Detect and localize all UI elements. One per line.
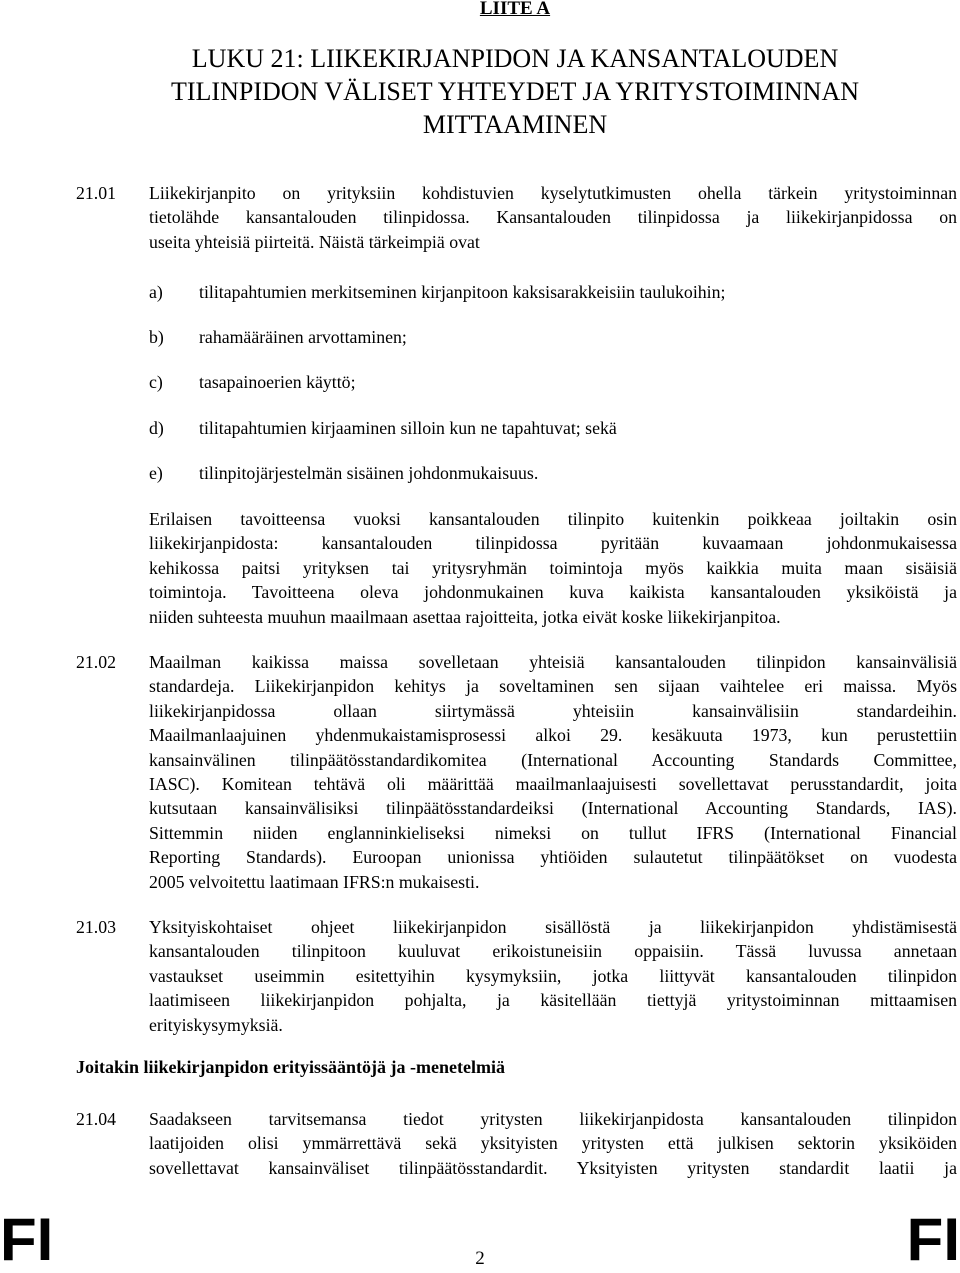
text-line: niiden suhteesta muuhun maailmaan asettaa rajoitteita, jotka eivät koske liikekirjanpitoa. bbox=[149, 606, 781, 627]
footer-language-code-left: FI bbox=[0, 1206, 54, 1273]
text-line: erityiskysymyksiä. bbox=[149, 1014, 283, 1035]
paragraph-21-03 bbox=[149, 915, 957, 1037]
page-number: 2 bbox=[475, 1248, 485, 1269]
text-line: tietolähde kansantalouden tilinpidossa. Kansantalouden tilinpidossa ja liikekirjanpidossa on bbox=[149, 207, 957, 228]
section-number: 21.03 bbox=[76, 917, 117, 937]
text-line: kehikossa paitsi yrityksen tai yritysryhmän toimintoja myös kaikkia muita maan sisäisiä bbox=[149, 557, 957, 578]
text-line: liikekirjanpidosta: kansantalouden tilinpidossa pyritään kuvaamaan johdonmukaisessa bbox=[149, 533, 957, 554]
list-item-label: e) bbox=[149, 463, 163, 483]
chapter-title-line-2: TILINPIDON VÄLISET YHTEYDET JA YRITYSTOIMINNAN bbox=[171, 77, 859, 106]
paragraph-21-01-closing bbox=[149, 507, 957, 629]
text-line: Sittemmin niiden englanninkieliseksi nimeksi on tullut IFRS (International Financial bbox=[149, 822, 957, 843]
section-number: 21.04 bbox=[76, 1109, 117, 1129]
chapter-title-line-3: MITTAAMINEN bbox=[422, 110, 608, 139]
text-line: liikekirjanpidossa ollaan siirtymässä yhteisiin kansainvälisiin standardeihin. bbox=[149, 700, 957, 721]
text-line: Maailman kaikissa maissa sovelletaan yhteisiä kansantalouden tilinpidon kansainvälisiä bbox=[149, 652, 957, 672]
text-line: laatimiseen liikekirjanpidon pohjalta, ja käsitellään tiettyjä yritystoiminnan mittaamisen bbox=[149, 990, 957, 1011]
list-item-text: tilitapahtumien merkitseminen kirjanpitoon kaksisarakkeisiin taulukoihin; bbox=[199, 282, 726, 302]
text-line: sovellettavat kansainväliset tilinpäätösstandardit. Yksityisten yritysten standardit laatii ja bbox=[149, 1157, 957, 1178]
text-line: kansainvälinen tilinpäätösstandardikomitea (International Accounting Standards Committee, bbox=[149, 749, 957, 770]
chapter-title bbox=[0, 42, 960, 141]
paragraph-21-04 bbox=[149, 1107, 957, 1180]
paragraph-21-02 bbox=[149, 650, 957, 894]
paragraph-21-01-intro bbox=[149, 181, 957, 254]
section-heading: Joitakin liikekirjanpidon erityissääntöjä ja -menetelmiä bbox=[76, 1057, 505, 1077]
list-item-label: d) bbox=[149, 418, 164, 438]
list-item-text: rahamääräinen arvottaminen; bbox=[199, 327, 407, 347]
footer-language-code-right: FI bbox=[906, 1206, 960, 1273]
chapter-title-line-1: LUKU 21: LIIKEKIRJANPIDON JA KANSANTALOUDEN bbox=[191, 44, 839, 73]
annex-label: LIITE A bbox=[479, 0, 551, 19]
text-line: Yksityiskohtaiset ohjeet liikekirjanpidon sisällöstä ja liikekirjanpidon yhdistämisestä bbox=[149, 917, 957, 937]
text-line: kutsutaan kansainvälisiksi tilinpäätösstandardeiksi (International Accounting Standards, IAS). bbox=[149, 798, 957, 819]
list-item-text: tilitapahtumien kirjaaminen silloin kun ne tapahtuvat; sekä bbox=[199, 418, 617, 438]
text-line: IASC). Komitean tehtävä oli määrittää maailmanlaajuisesti sovellettavat perusstandardit, joita bbox=[149, 774, 957, 795]
section-number: 21.01 bbox=[76, 183, 117, 203]
text-line: Reporting Standards). Euroopan unionissa yhtiöiden sulautetut tilinpäätökset on vuodesta bbox=[149, 847, 957, 868]
text-line: vastaukset useimmin esitettyihin kysymyksiin, jotka liittyvät kansantalouden tilinpidon bbox=[149, 965, 957, 986]
text-line: standardeja. Liikekirjanpidon kehitys ja soveltaminen sen sijaan vaihtelee eri maissa. Myös bbox=[149, 676, 957, 697]
text-line: Erilaisen tavoitteensa vuoksi kansantalouden tilinpito kuitenkin poikkeaa joiltakin osin bbox=[149, 509, 957, 529]
text-line: useita yhteisiä piirteitä. Näistä tärkeimpiä ovat bbox=[149, 231, 480, 252]
text-line: laatijoiden olisi ymmärrettävä sekä yksityisten yritysten että julkisen sektorin yksiköiden bbox=[149, 1133, 957, 1154]
list-item-text: tasapainoerien käyttö; bbox=[199, 372, 356, 392]
list-item-label: b) bbox=[149, 327, 164, 347]
list-item-label: c) bbox=[149, 372, 163, 392]
text-line: Liikekirjanpito on yrityksiin kohdistuvien kyselytutkimusten ohella tärkein yritystoiminnan bbox=[149, 183, 957, 203]
section-number: 21.02 bbox=[76, 652, 117, 672]
text-line: kansantalouden tilinpitoon kuuluvat erikoistuneisiin oppaisiin. Tässä luvussa annetaan bbox=[149, 941, 957, 962]
list-item-label: a) bbox=[149, 282, 163, 302]
list-item-text: tilinpitojärjestelmän sisäinen johdonmukaisuus. bbox=[199, 463, 539, 483]
text-line: 2005 velvoitettu laatimaan IFRS:n mukaisesti. bbox=[149, 871, 480, 892]
text-line: Saadakseen tarvitsemansa tiedot yritysten liikekirjanpidosta kansantalouden tilinpidon bbox=[149, 1109, 957, 1129]
text-line: Maailmanlaajuinen yhdenmukaistamisprosessi alkoi 29. kesäkuuta 1973, kun perustettiin bbox=[149, 725, 957, 746]
text-line: toimintoja. Tavoitteena oleva johdonmukainen kuva kaikista kansantalouden yksiköistä ja bbox=[149, 582, 957, 603]
